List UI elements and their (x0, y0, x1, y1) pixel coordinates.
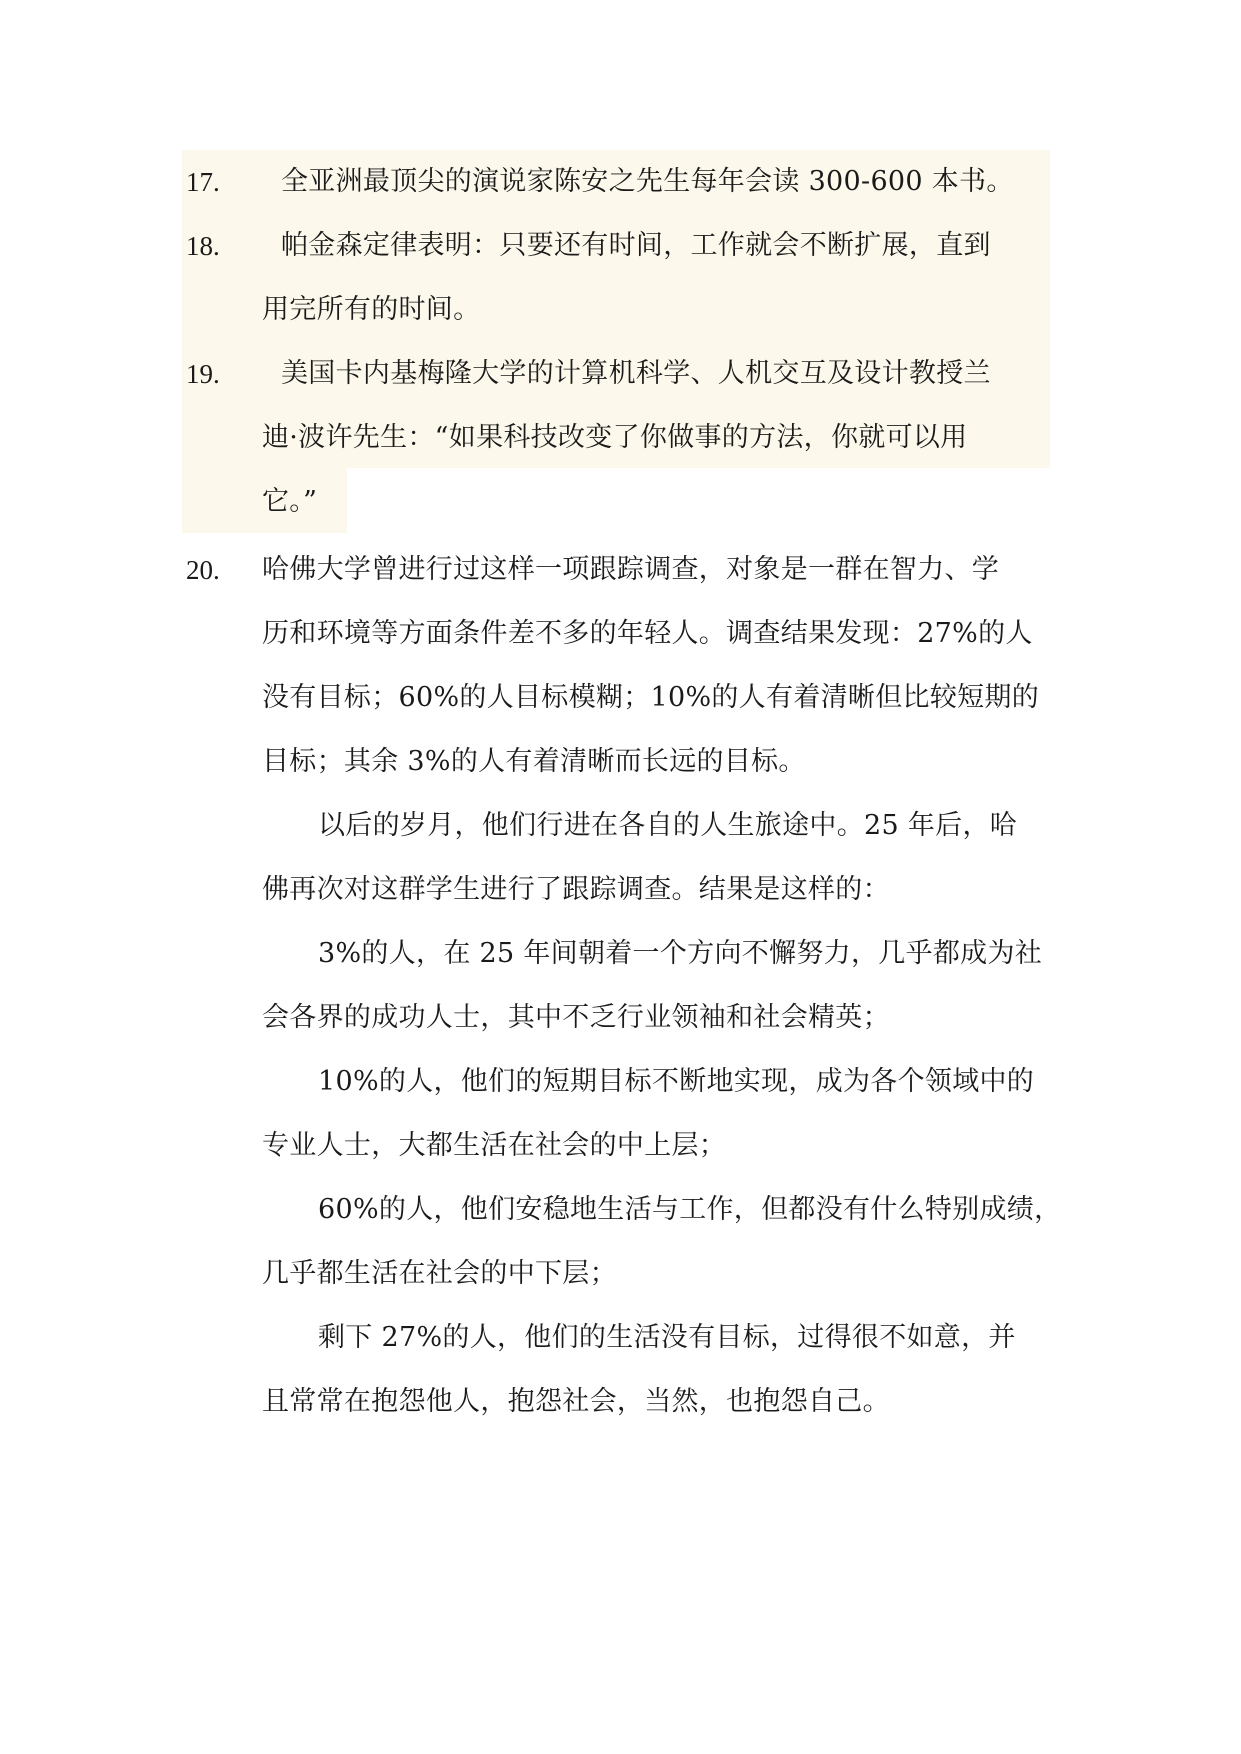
paragraph-line: 10%的人，他们的短期目标不断地实现，成为各个领域中的 (318, 1066, 1035, 1097)
item-text-line: 用完所有的时间。 (262, 294, 481, 325)
item-text-line: 目标；其余 3%的人有着清晰而长远的目标。 (262, 746, 806, 777)
paragraph-line: 几乎都生活在社会的中下层； (262, 1258, 617, 1289)
item-number: 20. (186, 555, 220, 585)
item-text-line: 哈佛大学曾进行过这样一项跟踪调查，对象是一群在智力、学 (262, 554, 1000, 585)
item-number: 17. (186, 167, 220, 197)
paragraph-line: 专业人士，大都生活在社会的中上层； (262, 1130, 727, 1161)
item-text-line: 历和环境等方面条件差不多的年轻人。调查结果发现：27%的人 (262, 618, 1033, 649)
paragraph-line: 会各界的成功人士，其中不乏行业领袖和社会精英； (262, 1002, 890, 1033)
item-text-line: 没有目标；60%的人目标模糊；10%的人有着清晰但比较短期的 (262, 682, 1040, 713)
paragraph-line: 且常常在抱怨他人，抱怨社会，当然，也抱怨自己。 (262, 1386, 890, 1417)
item-number: 18. (186, 231, 220, 261)
item-number: 19. (186, 359, 220, 389)
paragraph-line: 佛再次对这群学生进行了跟踪调查。结果是这样的： (262, 874, 890, 905)
highlight-notch (347, 468, 1050, 534)
item-text-line: 它。” (262, 486, 318, 517)
paragraph-line: 以后的岁月，他们行进在各自的人生旅途中。25 年后，哈 (318, 810, 1018, 841)
item-text-line: 全亚洲最顶尖的演说家陈安之先生每年会读 300-600 本书。 (281, 166, 1014, 197)
paragraph-line: 剩下 27%的人，他们的生活没有目标，过得很不如意，并 (318, 1322, 1016, 1353)
item-text-line: 迪·波许先生：“如果科技改变了你做事的方法，你就可以用 (262, 422, 968, 453)
item-text-line: 帕金森定律表明：只要还有时间，工作就会不断扩展，直到 (281, 230, 991, 261)
item-text-line: 美国卡内基梅隆大学的计算机科学、人机交互及设计教授兰 (281, 358, 991, 389)
paragraph-line: 60%的人，他们安稳地生活与工作，但都没有什么特别成绩， (318, 1194, 1062, 1225)
paragraph-line: 3%的人，在 25 年间朝着一个方向不懈努力，几乎都成为社 (318, 938, 1043, 969)
